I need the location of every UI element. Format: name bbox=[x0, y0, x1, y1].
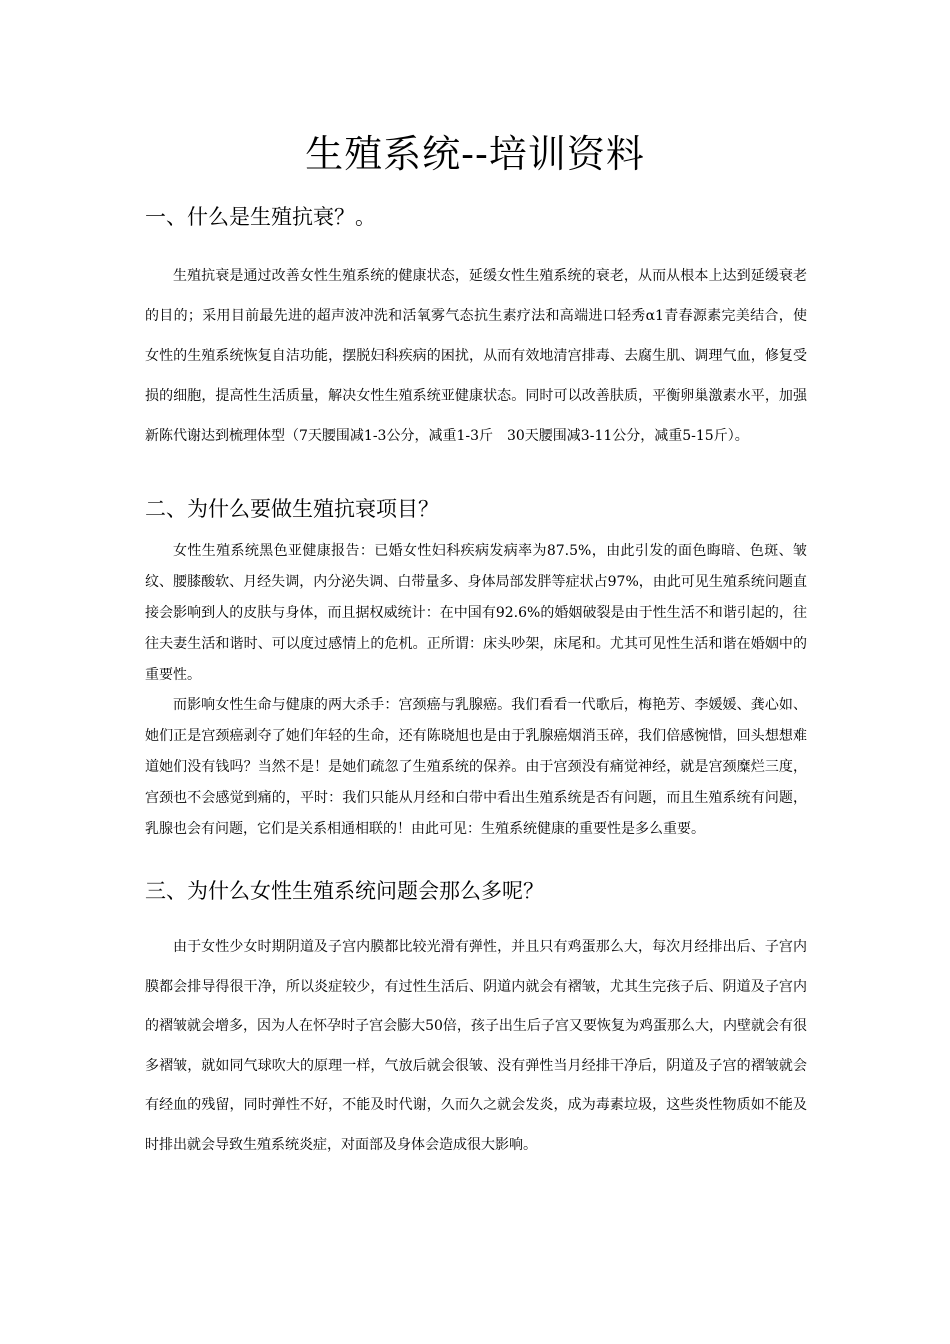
section-2-paragraph-1: 女性生殖系统黑色亚健康报告：已婚女性妇科疾病发病率为87.5%，由此引发的面色晦暗、色斑、皱纹、腰膝酸软、月经失调，内分泌失调、白带量多、身体局部发胖等症状占97%，由此可见生殖系统问题直接会影响到人的皮肤与身体，而且据权威统计：在中国有92.6%的婚姻破裂是由于性生活不和谐引起的，往往夫妻生活和谐时、可以度过感情上的危机。正所谓：床头吵架，床尾和。尤其可见性生活和谐在婚姻中的重要性。 bbox=[145, 543, 807, 683]
section-heading-3: 三、为什么女性生殖系统问题会那么多呢？ bbox=[145, 879, 544, 903]
section-3-paragraph: 由于女性少女时期阴道及子宫内膜都比较光滑有弹性，并且只有鸡蛋那么大，每次月经排出后、子宫内膜都会排导得很干净，所以炎症较少，有过性生活后、阴道内就会有褶皱，尤其生完孩子后、阴道及子宫内的褶皱就会增多，因为人在怀孕时子宫会膨大50倍，孩子出生后子宫又要恢复为鸡蛋那么大，内壁就会有很多褶皱，就如同气球吹大的原理一样，气放后就会很皱、没有弹性当月经排干净后，阴道及子宫的褶皱就会有经血的残留，同时弹性不好，不能及时代谢，久而久之就会发炎，成为毒素垃圾，这些炎性物质如不能及时排出就会导致生殖系统炎症，对面部及身体会造成很大影响。 bbox=[145, 939, 807, 1153]
section-heading-1: 一、什么是生殖抗衰？。 bbox=[145, 205, 376, 229]
section-1-paragraph: 生殖抗衰是通过改善女性生殖系统的健康状态，延缓女性生殖系统的衰老，从而从根本上达到延缓衰老的目的；采用目前最先进的超声波冲洗和活氧雾气态抗生素疗法和高端进口轻秀α1青春源素完美结合，使女性的生殖系统恢复自洁功能，摆脱妇科疾病的困扰，从而有效地清宫排毒、去腐生肌、调理气血，修复受损的细胞，提高性生活质量，解决女性生殖系统亚健康状态。同时可以改善肤质，平衡卵巢激素水平，加强新陈代谢达到梳理体型（7天腰围减1-3公分，减重1-3斤 30天腰围减3-11公分，减重5-15斤）。 bbox=[145, 268, 807, 444]
section-heading-2: 二、为什么要做生殖抗衰项目？ bbox=[145, 497, 439, 521]
section-2-paragraph-2: 而影响女性生命与健康的两大杀手：宫颈癌与乳腺癌。我们看看一代歌后，梅艳芳、李媛媛、龚心如、她们正是宫颈癌剥夺了她们年轻的生命，还有陈晓旭也是由于乳腺癌烟消玉碎，我们倍感惋惜，回头想想难道她们没有钱吗？当然不是！是她们疏忽了生殖系统的保养。由于宫颈没有痛觉神经，就是宫颈糜烂三度，宫颈也不会感觉到痛的，平时：我们只能从月经和白带中看出生殖系统是否有问题，而且生殖系统有问题，乳腺也会有问题，它们是关系相通相联的！由此可见：生殖系统健康的重要性是多么重要。 bbox=[145, 697, 807, 837]
document-title: 生殖系统--培训资料 bbox=[305, 132, 645, 176]
